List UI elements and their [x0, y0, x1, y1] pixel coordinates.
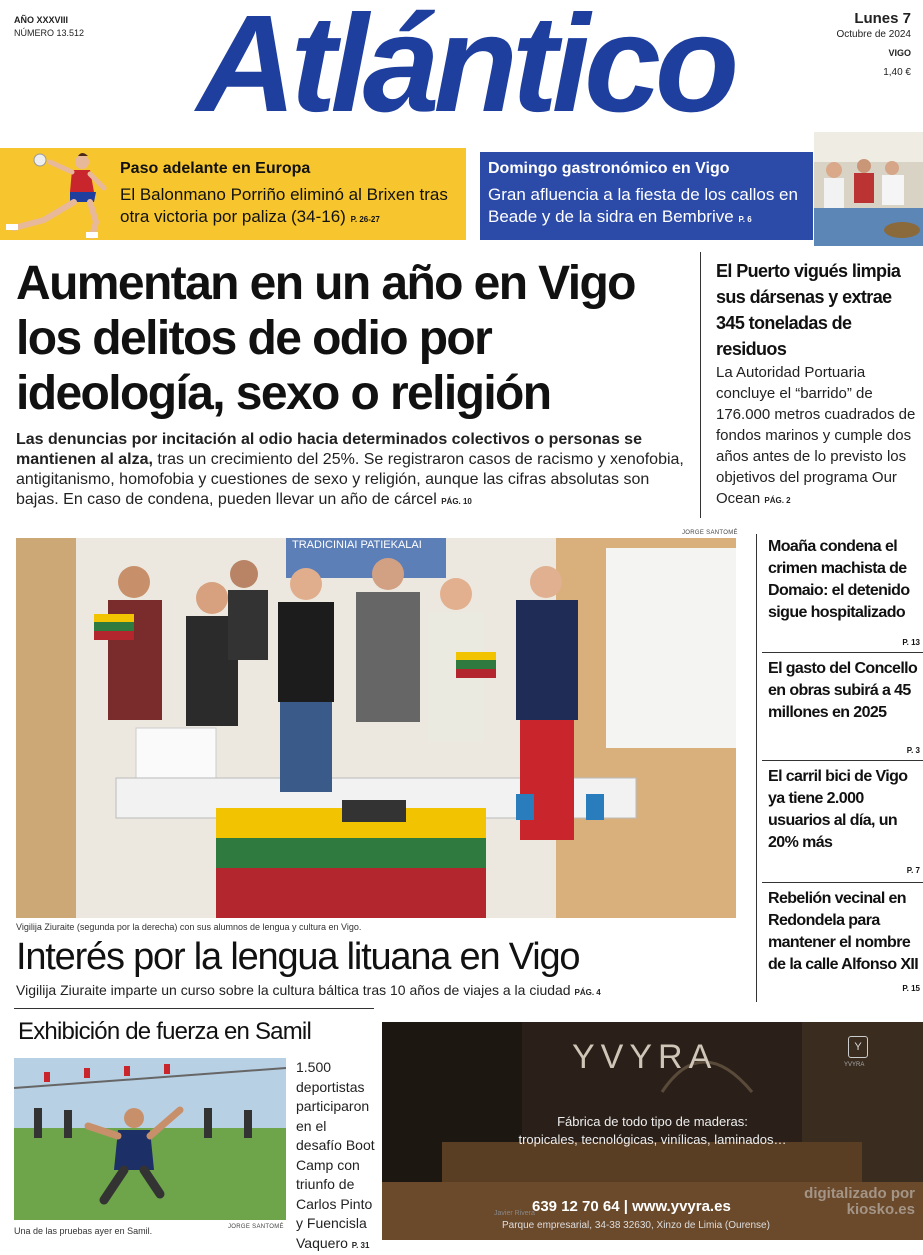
lead-lede: [16, 430, 696, 512]
newspaper-logo[interactable]: Atlántico: [196, 0, 734, 141]
samil-caption: Una de las pruebas ayer en Samil.: [14, 1226, 153, 1236]
main-photo-credit: JORGE SANTOMÉ: [682, 530, 738, 536]
side-story-title[interactable]: El Puerto vigués limpia sus dársenas y extrae 345 toneladas de residuos: [716, 261, 901, 359]
promo-gastronomy[interactable]: [480, 152, 813, 240]
photo-story-page: PÁG. 4: [574, 988, 601, 997]
issue-number: NÚMERO 13.512: [14, 28, 85, 38]
ad-brand: YVYRA: [572, 1038, 718, 1076]
brief-moana-page: P. 13: [902, 638, 920, 647]
promo-handball-title: Paso adelante en Europa: [120, 160, 311, 177]
lead-lede-bold: Las denuncias por incitación al odio hacia determinados colectivos o personas se mantienen al alza,: [16, 431, 642, 468]
promo-handball-page: P. 26-27: [350, 215, 380, 224]
brief-separator: [762, 760, 923, 761]
main-photo-caption: Vigilija Ziuraite (segunda por la derecha) con sus alumnos de lengua y cultura en Vigo.: [16, 922, 362, 932]
masthead-date-info: [837, 10, 912, 80]
ad-logo-icon: Y: [848, 1036, 868, 1058]
festival-crowd-photo: [814, 132, 923, 246]
brief-separator: [762, 652, 923, 653]
day-label: Lunes 7: [854, 10, 911, 27]
handball-player-photo: [0, 148, 110, 240]
city-label: VIGO: [888, 48, 911, 58]
brief-concello[interactable]: El gasto del Concello en obras subirá a 45 millones en 2025: [768, 660, 918, 721]
section-separator: [14, 1008, 374, 1009]
promo-gastronomy-text: Gran afluencia a la fiesta de los callos en Beade y de la sidra en Bembrive P. 6: [488, 185, 798, 226]
brief-concello-page: P. 3: [906, 746, 920, 755]
ad-address: Parque empresarial, 34-38 32630, Xinzo de Limia (Ourense): [502, 1220, 770, 1231]
promo-gastronomy-page: P. 6: [738, 215, 752, 224]
date-label: Octubre de 2024: [836, 29, 911, 40]
samil-title[interactable]: Exhibición de fuerza en Samil: [18, 1018, 311, 1045]
side-story-page: PÁG. 2: [764, 496, 791, 505]
lead-lede-text: tras un crecimiento del 25%. Se registraron casos de racismo y xenofobia, antigitanismo, homofobia y cuestiones de sexo y religión, aunque las cifras absolutas son bajas. En caso de condena, pueden llevar un año de cárcel: [16, 451, 684, 508]
brief-redondela-page: P. 15: [902, 984, 920, 993]
ad-small-brand: YVYRA: [844, 1062, 865, 1068]
column-divider: [700, 252, 701, 518]
brief-redondela[interactable]: Rebelión vecinal en Redondela para mantener el nombre de la calle Alfonso XII: [768, 890, 919, 973]
samil-credit: JORGE SANTOMÉ: [228, 1224, 284, 1230]
ad-tagline-2: tropicales, tecnológicas, vinílicas, laminados…: [518, 1132, 787, 1147]
brief-carril-bici-page: P. 7: [906, 866, 920, 875]
promo-gastronomy-title: Domingo gastronómico en Vigo: [488, 160, 730, 177]
banner-text: TRADICINIAI PATIEKALAI: [292, 539, 422, 551]
lead-page: PÁG. 10: [441, 497, 472, 506]
promo-handball-text: El Balonmano Porriño eliminó al Brixen tras otra victoria por paliza (34-16) P. 26-27: [120, 185, 448, 226]
samil-body: 1.500 deportistas participaron en el desafío Boot Camp con triunfo de Carlos Pinto y Fuencisla Vaquero P. 31: [296, 1059, 375, 1251]
bootcamp-photo[interactable]: [14, 1058, 286, 1220]
ad-phone-web[interactable]: 639 12 70 64 | www.yvyra.es: [532, 1198, 731, 1215]
masthead-edition-info: [14, 14, 84, 40]
brief-carril-bici[interactable]: El carril bici de Vigo ya tiene 2.000 usuarios al día, un 20% más: [768, 768, 908, 851]
price-label: 1,40 €: [883, 67, 911, 78]
photo-story-title[interactable]: Interés por la lengua lituana en Vigo: [16, 936, 580, 978]
promo-handball[interactable]: [0, 148, 466, 240]
photo-story-subtitle: Vigilija Ziuraite imparte un curso sobre la cultura báltica tras 10 años de viajes a la ciudad PÁG. 4: [16, 982, 601, 998]
side-story-body: La Autoridad Portuaria concluye el “barrido” de 176.000 metros cuadrados de fondos marinos y cumple dos años antes de lo previsto los objetivos del programa Our Ocean PÁG. 2: [716, 364, 916, 507]
ad-tagline-1: Fábrica de todo tipo de maderas:: [557, 1114, 748, 1129]
samil-page: P. 31: [351, 1240, 370, 1250]
brief-separator: [762, 882, 923, 883]
ad-owner: Javier Rivera: [494, 1210, 535, 1217]
lead-headline[interactable]: Aumentan en un año en Vigo los delitos de odio por ideología, sexo o religión: [16, 257, 635, 420]
lithuanian-class-photo[interactable]: [16, 538, 736, 918]
briefs-divider: [756, 534, 757, 1002]
kiosko-watermark: digitalizado por kiosko.es: [804, 1185, 915, 1218]
brief-moana[interactable]: Moaña condena el crimen machista de Domaio: el detenido sigue hospitalizado: [768, 538, 910, 621]
year-label: AÑO XXXVIII: [14, 15, 69, 25]
